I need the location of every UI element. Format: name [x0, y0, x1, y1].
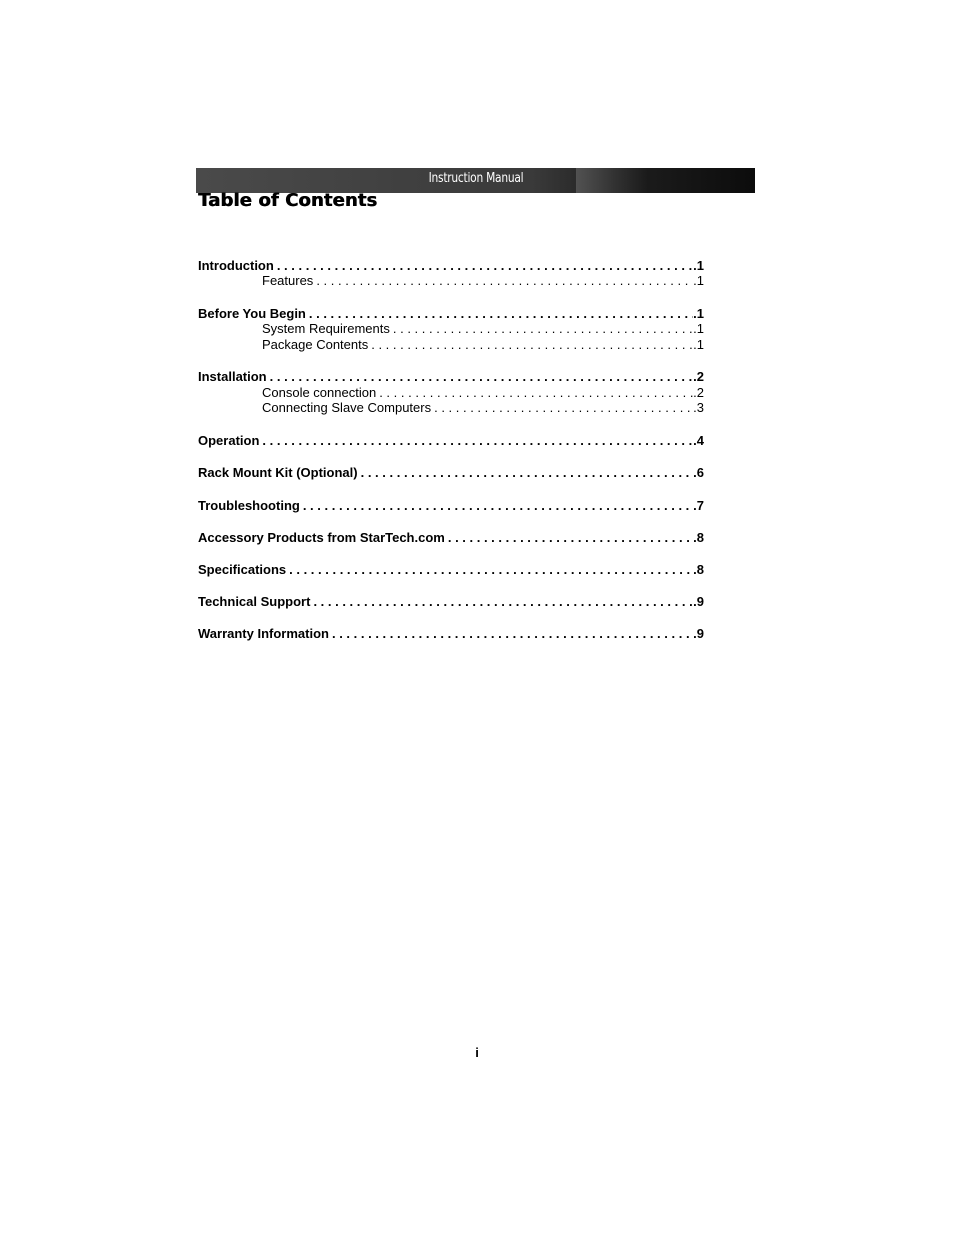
- toc-leader-dots: [434, 400, 693, 416]
- toc-entry-page: .9: [693, 594, 704, 609]
- toc-entry-label: Operation: [198, 433, 260, 448]
- toc-entry-page: .1: [693, 306, 704, 321]
- toc-entry-system-requirements[interactable]: [262, 321, 704, 337]
- toc-entry-label: Before You Begin: [198, 306, 306, 321]
- toc-leader-dots: [332, 626, 693, 642]
- toc-entry-label: Package Contents: [262, 337, 369, 352]
- toc-entry-label: Introduction: [198, 258, 274, 273]
- toc-entry-page: .8: [693, 530, 704, 545]
- page-number: i: [475, 1045, 479, 1060]
- toc-leader-dots: [371, 337, 693, 353]
- toc-entry-connecting-slave-computers[interactable]: [262, 400, 704, 416]
- toc-entry-specifications[interactable]: [198, 562, 704, 578]
- toc-entry-features[interactable]: [262, 273, 704, 289]
- toc-entry-troubleshooting[interactable]: [198, 498, 704, 514]
- toc-entry-label: Installation: [198, 369, 267, 384]
- toc-entry-technical-support[interactable]: [198, 594, 704, 610]
- toc-entry-page: .7: [693, 498, 704, 513]
- toc-entry-package-contents[interactable]: [262, 337, 704, 353]
- toc-entry-page: .4: [693, 433, 704, 448]
- toc-entry-label: System Requirements: [262, 321, 390, 336]
- toc-leader-dots: [303, 498, 693, 514]
- toc-leader-dots: [313, 594, 693, 610]
- toc-entry-operation[interactable]: [198, 433, 704, 449]
- toc-entry-before-you-begin[interactable]: [198, 306, 704, 322]
- toc-leader-dots: [289, 562, 693, 578]
- toc-entry-label: Connecting Slave Computers: [262, 400, 432, 415]
- toc-leader-dots: [270, 369, 694, 385]
- toc-leader-dots: [277, 258, 693, 274]
- toc-entry-page: .6: [693, 465, 704, 480]
- toc-entry-label: Rack Mount Kit (Optional): [198, 465, 358, 480]
- toc-entry-label: Warranty Information: [198, 626, 329, 641]
- toc-entry-page: .8: [693, 562, 704, 577]
- toc-entry-page: .1: [693, 273, 704, 288]
- toc-leader-dots: [262, 433, 693, 449]
- toc-entry-introduction[interactable]: [198, 258, 704, 274]
- toc-entry-warranty-information[interactable]: [198, 626, 704, 642]
- toc-leader-dots: [361, 465, 694, 481]
- toc-leader-dots: [448, 530, 693, 546]
- toc-entry-page: .1: [693, 337, 704, 352]
- toc-entry-accessory-products[interactable]: [198, 530, 704, 546]
- toc-entry-console-connection[interactable]: [262, 385, 704, 401]
- toc-entry-page: .9: [693, 626, 704, 641]
- toc-entry-page: .1: [693, 258, 704, 273]
- toc-entry-label: Technical Support: [198, 594, 311, 609]
- toc-leader-dots: [393, 321, 693, 337]
- toc-entry-label: Specifications: [198, 562, 287, 577]
- toc-entry-page: .2: [693, 369, 704, 384]
- header-title: Instruction Manual: [428, 171, 524, 186]
- toc-entry-label: Console connection: [262, 385, 377, 400]
- toc-leader-dots: [379, 385, 693, 401]
- toc-entry-label: Accessory Products from StarTech.com: [198, 530, 445, 545]
- toc-entry-installation[interactable]: [198, 369, 704, 385]
- page-title: Table of Contents: [198, 190, 378, 211]
- toc-entry-page: .2: [693, 385, 704, 400]
- toc-entry-label: Features: [262, 273, 314, 288]
- toc-entry-page: .1: [693, 321, 704, 336]
- toc-entry-rack-mount-kit[interactable]: [198, 465, 704, 481]
- toc-entry-label: Troubleshooting: [198, 498, 300, 513]
- toc-entry-page: .3: [693, 400, 704, 415]
- toc-leader-dots: [309, 306, 693, 322]
- toc-leader-dots: [316, 273, 693, 289]
